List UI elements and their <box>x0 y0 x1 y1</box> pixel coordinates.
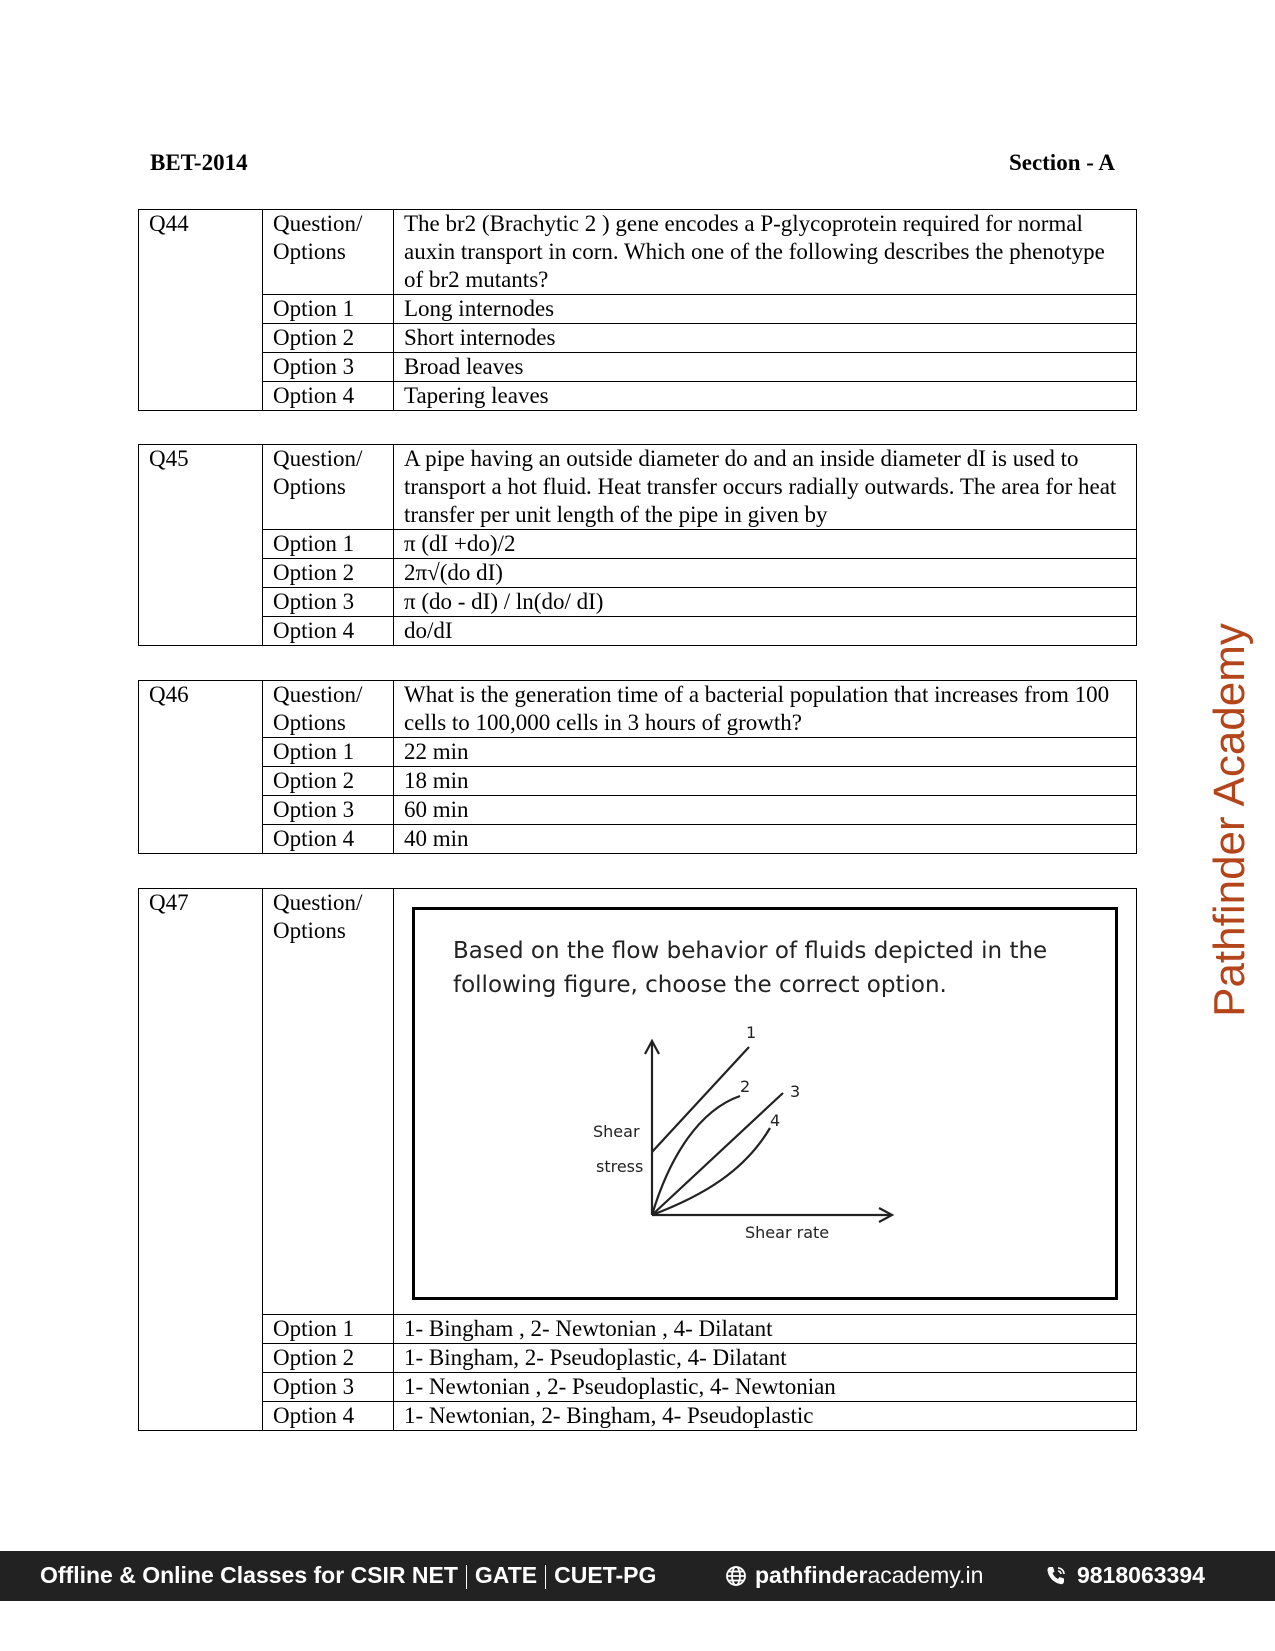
question-text: A pipe having an outside diameter do and an inside diameter dI is used to transport a hot fluid. Heat transfer occurs radially outwards. The area for heat transfer per unit length of the pipe in given by <box>394 445 1137 530</box>
option-text: Tapering leaves <box>394 382 1137 411</box>
curve-3-newtonian <box>652 1093 783 1215</box>
phone-icon <box>1045 1565 1067 1587</box>
curve-label-2: 2 <box>740 1077 751 1096</box>
question-number: Q44 <box>139 210 263 411</box>
option-label: Option 2 <box>263 767 394 796</box>
question-table-q45 <box>138 444 1137 646</box>
question-number: Q45 <box>139 445 263 646</box>
option-label: Option 4 <box>263 617 394 646</box>
site-rest: academy.in <box>867 1562 984 1588</box>
curve-label-4: 4 <box>770 1111 781 1130</box>
option-label: Option 1 <box>263 1315 394 1344</box>
option-text: 1- Newtonian , 2- Pseudoplastic, 4- Newtonian <box>394 1373 1137 1402</box>
option-label: Option 1 <box>263 530 394 559</box>
option-label: Option 1 <box>263 295 394 324</box>
separator <box>545 1565 546 1589</box>
separator <box>466 1565 467 1589</box>
watermark: Pathfinder Academy <box>1205 623 1254 1017</box>
option-label: Option 2 <box>263 1344 394 1373</box>
option-text: π (do - dI) / ln(do/ dI) <box>394 588 1137 617</box>
option-text: 18 min <box>394 767 1137 796</box>
option-text: 60 min <box>394 796 1137 825</box>
option-text: Long internodes <box>394 295 1137 324</box>
curve-label-1: 1 <box>746 1023 757 1042</box>
curve-label-3: 3 <box>790 1082 801 1101</box>
option-text: 22 min <box>394 738 1137 767</box>
globe-icon <box>725 1565 747 1587</box>
question-table-q46 <box>138 680 1137 854</box>
footer-courses <box>40 1562 656 1589</box>
question-label: Question/ Options <box>263 681 394 738</box>
phone-number: 9818063394 <box>1077 1562 1205 1588</box>
footer-classes-text: Offline & Online Classes for CSIR NET <box>40 1562 458 1588</box>
question-label: Question/ Options <box>263 445 394 530</box>
shear-stress-diagram <box>415 910 1101 1297</box>
option-label: Option 2 <box>263 324 394 353</box>
exam-title: BET-2014 <box>150 150 248 175</box>
option-label: Option 3 <box>263 588 394 617</box>
question-table-q47 <box>138 888 1137 1431</box>
question-label: Question/ Options <box>263 210 394 295</box>
option-text: 1- Bingham, 2- Pseudoplastic, 4- Dilatant <box>394 1344 1137 1373</box>
question-text: What is the generation time of a bacterial population that increases from 100 cells to 100,000 cells in 3 hours of growth? <box>394 681 1137 738</box>
figure-prompt: Based on the flow behavior of fluids depicted in the following figure, choose the correct option. <box>453 938 1048 998</box>
question-label: Question/ Options <box>263 889 394 1315</box>
ylabel-line1: Shear <box>593 1122 640 1141</box>
option-text: 1- Bingham , 2- Newtonian , 4- Dilatant <box>394 1315 1137 1344</box>
option-text: 40 min <box>394 825 1137 854</box>
question-figure-cell <box>394 889 1137 1315</box>
option-label: Option 4 <box>263 825 394 854</box>
question-number: Q46 <box>139 681 263 854</box>
curve-4-dilatant <box>652 1128 770 1215</box>
curve-1-bingham <box>652 1047 749 1152</box>
option-label: Option 1 <box>263 738 394 767</box>
question-table-q44 <box>138 209 1137 411</box>
option-label: Option 3 <box>263 353 394 382</box>
section-label: Section - A <box>1008 150 1115 175</box>
footer-website[interactable] <box>725 1562 983 1589</box>
flow-behavior-figure <box>412 907 1118 1300</box>
option-text: 2π√(do dI) <box>394 559 1137 588</box>
footer-gate: GATE <box>474 1562 538 1588</box>
option-text: 1- Newtonian, 2- Bingham, 4- Pseudoplastic <box>394 1402 1137 1431</box>
question-text: The br2 (Brachytic 2 ) gene encodes a P-glycoprotein required for normal auxin transport in corn. Which one of the following describes the phenotype of br2 mutants? <box>394 210 1137 295</box>
option-text: π (dI +do)/2 <box>394 530 1137 559</box>
option-text: Short internodes <box>394 324 1137 353</box>
option-text: Broad leaves <box>394 353 1137 382</box>
ylabel-line2: stress <box>596 1157 644 1176</box>
option-text: do/dI <box>394 617 1137 646</box>
question-number: Q47 <box>139 889 263 1431</box>
footer-phone[interactable] <box>1045 1562 1205 1589</box>
option-label: Option 3 <box>263 1373 394 1402</box>
site-bold: pathfinder <box>755 1562 868 1588</box>
curve-2-pseudoplastic <box>652 1096 740 1215</box>
option-label: Option 2 <box>263 559 394 588</box>
footer-cuet: CUET-PG <box>554 1562 657 1588</box>
xlabel: Shear rate <box>745 1223 830 1242</box>
option-label: Option 4 <box>263 1402 394 1431</box>
footer-bar <box>0 1551 1275 1601</box>
option-label: Option 3 <box>263 796 394 825</box>
option-label: Option 4 <box>263 382 394 411</box>
